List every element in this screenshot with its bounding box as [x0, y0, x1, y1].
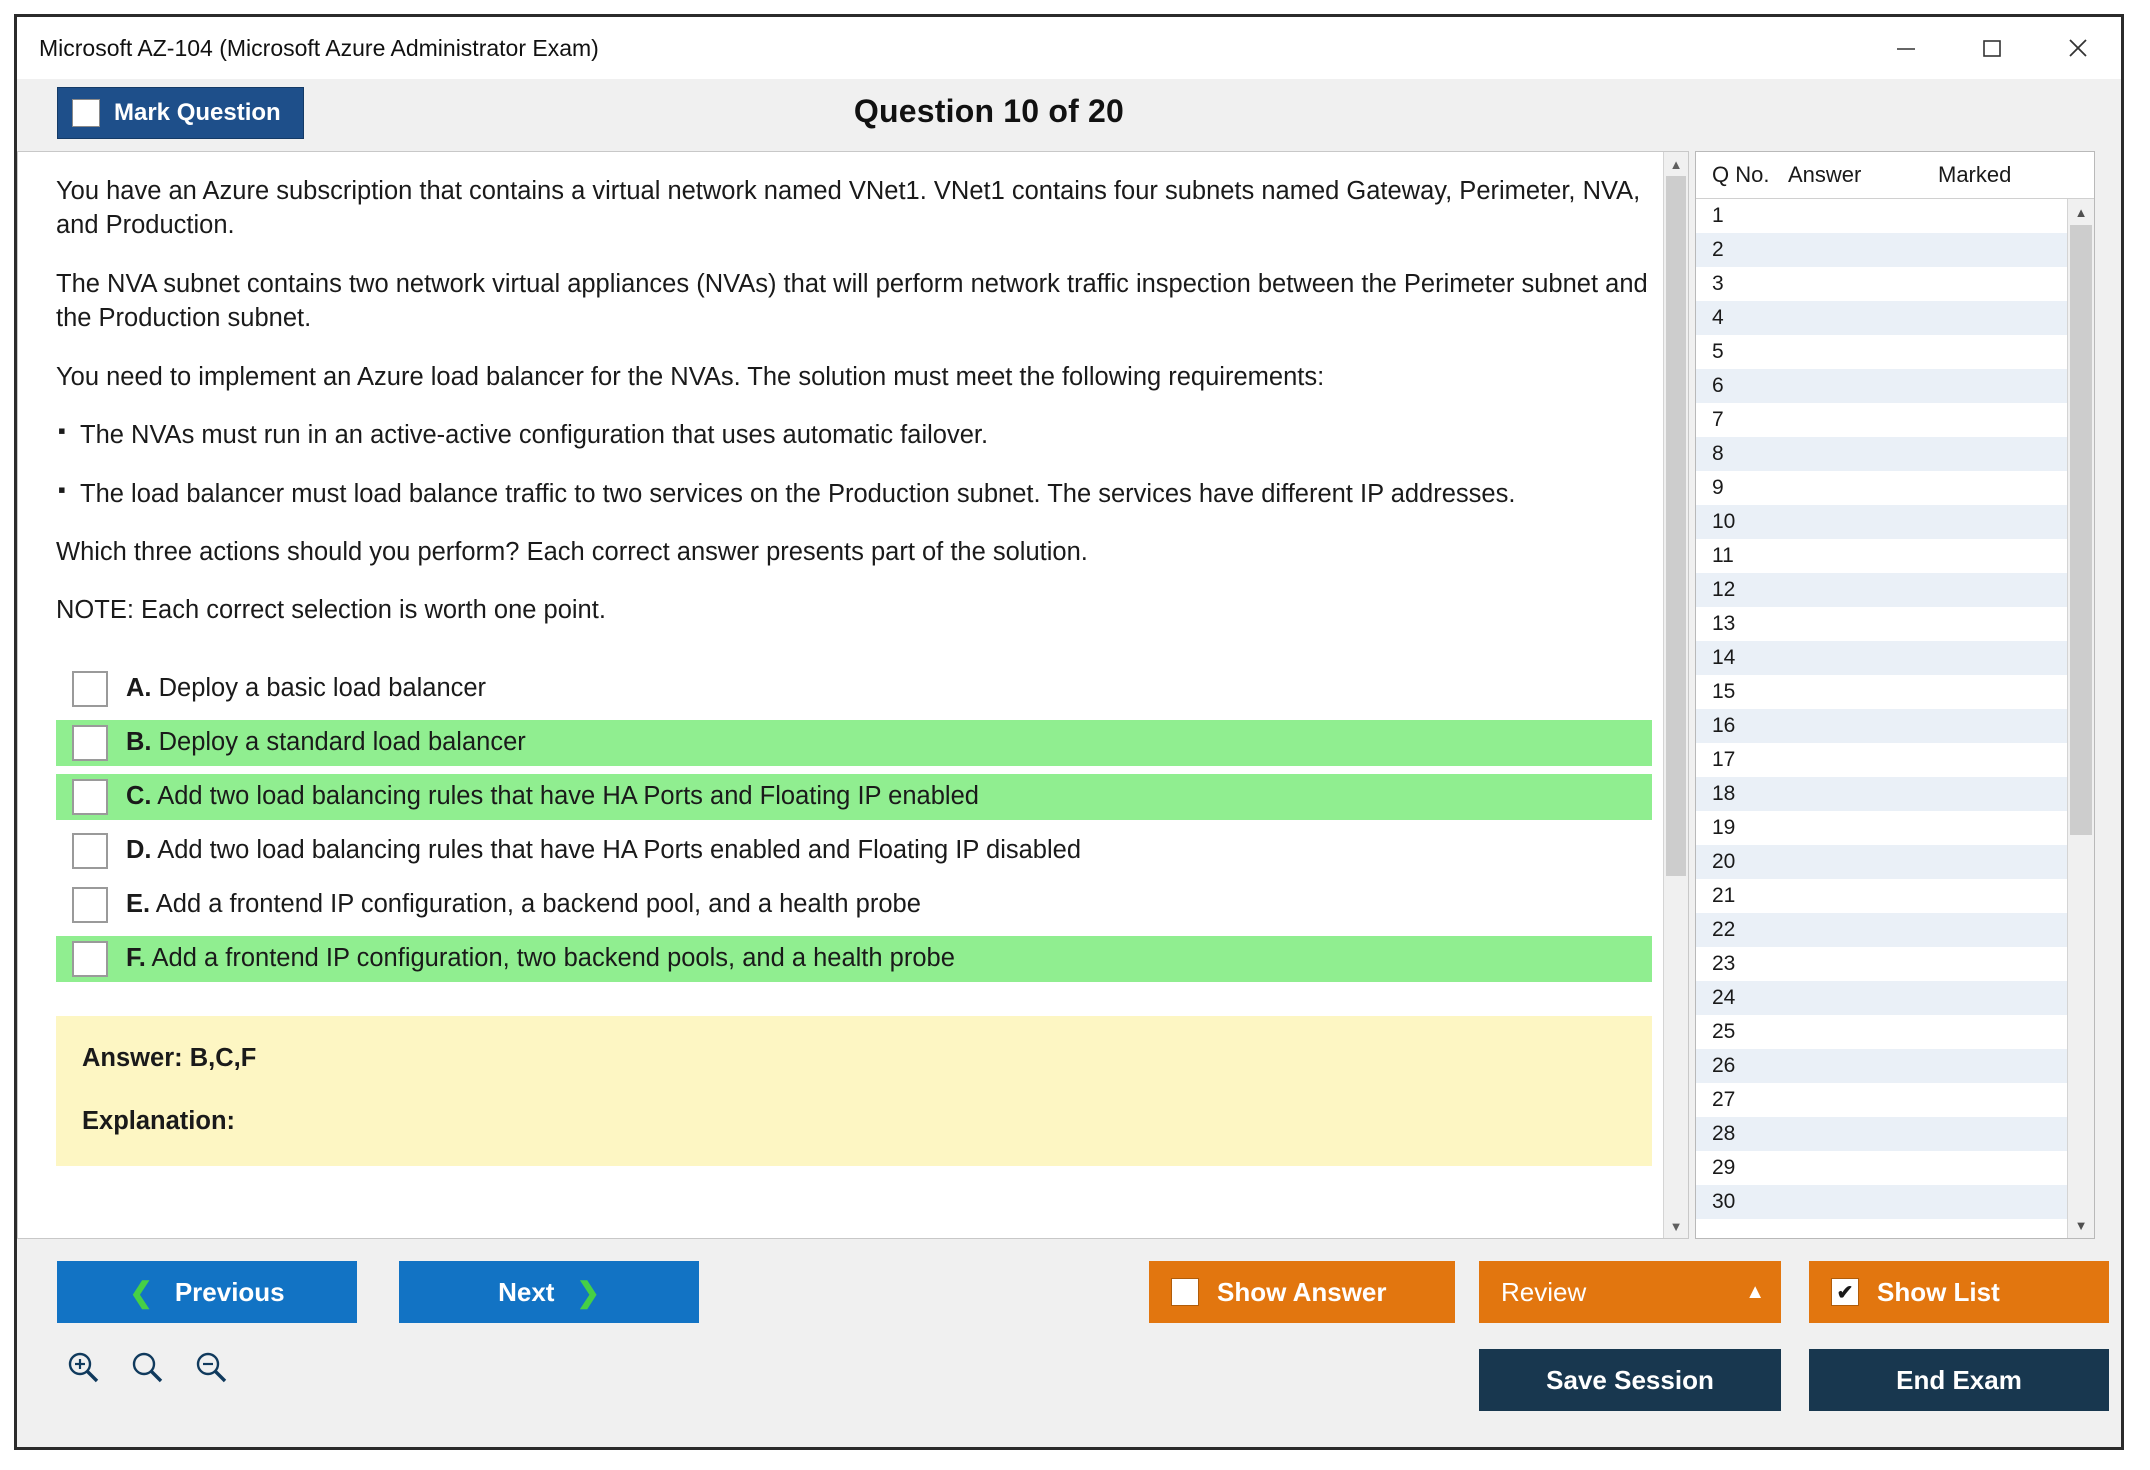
question-paragraph: The NVA subnet contains two network virtual appliances (NVAs) that will perform network traffic inspection between the Perimeter subnet and the Production subnet.: [56, 269, 1648, 333]
row-number: 14: [1712, 646, 1736, 669]
question-body: [18, 152, 1688, 1238]
chevron-right-icon: ❯: [576, 1276, 600, 1308]
table-row[interactable]: [1696, 811, 2067, 845]
question-list-rows: [1696, 199, 2067, 1238]
show-list-label: Show List: [1877, 1276, 2000, 1307]
bullet-icon: ▪: [58, 476, 66, 502]
table-row[interactable]: [1696, 879, 2067, 913]
list-scroll-track[interactable]: [2068, 225, 2094, 1212]
row-number: 25: [1712, 1020, 1736, 1043]
row-number: 30: [1712, 1190, 1736, 1213]
table-row[interactable]: [1696, 471, 2067, 505]
column-header-qno: Q No.: [1712, 162, 1770, 187]
row-number: 22: [1712, 918, 1736, 941]
explanation-heading: Explanation:: [82, 1106, 236, 1135]
table-row[interactable]: [1696, 607, 2067, 641]
requirement-bullet: [56, 477, 1652, 511]
table-row[interactable]: [1696, 437, 2067, 471]
table-row[interactable]: [1696, 675, 2067, 709]
option-label-f: F. Add a frontend IP configuration, two backend pools, and a health probe: [126, 944, 955, 973]
option-checkbox-f[interactable]: [72, 941, 108, 977]
row-number: 7: [1712, 408, 1724, 431]
show-answer-label: Show Answer: [1217, 1276, 1387, 1307]
requirement-text: The NVAs must run in an active-active configuration that uses automatic failover.: [80, 421, 989, 450]
row-number: 11: [1712, 544, 1734, 567]
table-row[interactable]: [1696, 1185, 2067, 1219]
row-number: 28: [1712, 1122, 1736, 1145]
next-label: Next: [498, 1276, 555, 1307]
table-row[interactable]: [1696, 1083, 2067, 1117]
table-row[interactable]: [1696, 335, 2067, 369]
close-icon[interactable]: [2035, 17, 2121, 79]
row-number: 15: [1712, 680, 1736, 703]
end-exam-label: End Exam: [1896, 1364, 2022, 1395]
table-row[interactable]: [1696, 1049, 2067, 1083]
row-number: 3: [1712, 272, 1724, 295]
show-list-checkbox[interactable]: ✔: [1831, 1278, 1859, 1306]
column-header-marked: Marked: [1938, 162, 2012, 187]
review-label: Review: [1501, 1276, 1587, 1307]
list-scroll-down-icon[interactable]: ▼: [2074, 1217, 2088, 1233]
row-number: 21: [1712, 884, 1736, 907]
chevron-up-icon: ▲: [1745, 1280, 1765, 1303]
window-title: Microsoft AZ-104 (Microsoft Azure Administrator Exam): [39, 34, 599, 61]
window-controls: [1863, 17, 2121, 79]
row-number: 19: [1712, 816, 1736, 839]
row-number: 4: [1712, 306, 1724, 329]
row-number: 29: [1712, 1156, 1736, 1179]
table-row[interactable]: [1696, 913, 2067, 947]
save-session-label: Save Session: [1546, 1364, 1714, 1395]
option-checkbox-b[interactable]: [72, 725, 108, 761]
row-number: 10: [1712, 510, 1736, 533]
table-row[interactable]: [1696, 403, 2067, 437]
show-list-button[interactable]: [1809, 1261, 2109, 1323]
table-row[interactable]: [1696, 369, 2067, 403]
table-row[interactable]: [1696, 301, 2067, 335]
option-label-c: C. Add two load balancing rules that have HA Ports and Floating IP enabled: [126, 782, 979, 811]
table-row[interactable]: [1696, 505, 2067, 539]
question-note: NOTE: Each correct selection is worth one point.: [56, 596, 606, 625]
table-row[interactable]: [1696, 777, 2067, 811]
option-label-d: D. Add two load balancing rules that have HA Ports enabled and Floating IP disabled: [126, 836, 1082, 865]
table-row[interactable]: [1696, 199, 2067, 233]
table-row[interactable]: [1696, 539, 2067, 573]
question-list-scrollbar[interactable]: [2067, 199, 2094, 1238]
option-row-c[interactable]: [56, 774, 1652, 820]
option-label-b: B. Deploy a standard load balancer: [126, 728, 526, 757]
scroll-thumb[interactable]: [1666, 176, 1686, 876]
table-row[interactable]: [1696, 947, 2067, 981]
scroll-down-icon[interactable]: ▼: [1664, 1214, 1688, 1238]
question-list-header: [1696, 152, 2094, 199]
row-number: 12: [1712, 578, 1736, 601]
answer-text: Answer: B,C,F: [82, 1043, 257, 1072]
answer-options: [56, 666, 1652, 982]
show-answer-checkbox[interactable]: [1171, 1278, 1199, 1306]
table-row[interactable]: [1696, 573, 2067, 607]
zoom-in-icon[interactable]: [63, 1347, 103, 1387]
question-paragraph: You need to implement an Azure load balancer for the NVAs. The solution must meet the following requirements:: [56, 362, 1325, 391]
question-list-body: [1696, 199, 2094, 1238]
option-checkbox-a[interactable]: [72, 671, 108, 707]
requirement-text: The load balancer must load balance traffic to two services on the Production subnet. The services have different IP addresses.: [80, 479, 1516, 508]
exam-window: [14, 14, 2124, 1450]
question-paragraph: You have an Azure subscription that contains a virtual network named VNet1. VNet1 contains four subnets named Gateway, Perimeter, NVA, and Production.: [56, 177, 1641, 240]
option-checkbox-e[interactable]: [72, 887, 108, 923]
option-label-e: E. Add a frontend IP configuration, a backend pool, and a health probe: [126, 890, 921, 919]
option-checkbox-d[interactable]: [72, 833, 108, 869]
show-answer-button[interactable]: [1149, 1261, 1455, 1323]
question-list-panel: [1695, 151, 2095, 1239]
header-bar: [17, 79, 2121, 151]
option-row-a[interactable]: [56, 666, 1652, 712]
zoom-controls: [63, 1347, 231, 1387]
question-counter: Question 10 of 20: [853, 93, 1125, 129]
column-header-answer: Answer: [1788, 162, 1862, 187]
row-number: 26: [1712, 1054, 1736, 1077]
previous-button[interactable]: [57, 1261, 357, 1323]
end-exam-button[interactable]: [1809, 1349, 2109, 1411]
table-row[interactable]: [1696, 709, 2067, 743]
review-dropdown[interactable]: [1479, 1261, 1781, 1323]
requirement-bullet: [56, 418, 1652, 452]
table-row[interactable]: [1696, 845, 2067, 879]
question-panel: [17, 151, 1689, 1239]
content-area: [17, 151, 2121, 1239]
row-number: 13: [1712, 612, 1736, 635]
option-label-a: A. Deploy a basic load balancer: [126, 674, 487, 703]
scroll-track[interactable]: [1664, 176, 1688, 1214]
row-number: 16: [1712, 714, 1736, 737]
option-row-b[interactable]: [56, 720, 1652, 766]
row-number: 18: [1712, 782, 1736, 805]
question-scrollbar[interactable]: [1663, 152, 1688, 1238]
row-number: 17: [1712, 748, 1736, 771]
option-row-f[interactable]: [56, 936, 1652, 982]
answer-explanation-box: [56, 1016, 1652, 1166]
list-scroll-up-icon[interactable]: ▲: [2074, 204, 2088, 220]
bullet-icon: ▪: [58, 418, 66, 444]
mark-question-label: Mark Question: [114, 99, 281, 126]
next-button[interactable]: [399, 1261, 699, 1323]
scroll-up-icon[interactable]: ▲: [1664, 152, 1688, 176]
row-number: 9: [1712, 476, 1724, 499]
row-number: 6: [1712, 374, 1724, 397]
table-row[interactable]: [1696, 267, 2067, 301]
table-row[interactable]: [1696, 1117, 2067, 1151]
row-number: 8: [1712, 442, 1724, 465]
title-bar: [17, 17, 2121, 79]
minimize-icon[interactable]: [1863, 17, 1949, 79]
option-row-d[interactable]: [56, 828, 1652, 874]
row-number: 27: [1712, 1088, 1736, 1111]
zoom-reset-icon[interactable]: [127, 1347, 167, 1387]
question-prompt: Which three actions should you perform? Each correct answer presents part of the solution.: [56, 537, 1088, 566]
row-number: 5: [1712, 340, 1724, 363]
table-row[interactable]: [1696, 233, 2067, 267]
table-row[interactable]: [1696, 981, 2067, 1015]
table-row[interactable]: [1696, 1015, 2067, 1049]
option-row-e[interactable]: [56, 882, 1652, 928]
zoom-out-icon[interactable]: [191, 1347, 231, 1387]
chevron-left-icon: ❮: [129, 1276, 153, 1308]
table-row[interactable]: [1696, 1151, 2067, 1185]
row-number: 2: [1712, 238, 1724, 261]
row-number: 24: [1712, 986, 1736, 1009]
row-number: 20: [1712, 850, 1736, 873]
footer-bar: [17, 1239, 2121, 1447]
option-checkbox-c[interactable]: [72, 779, 108, 815]
row-number: 23: [1712, 952, 1736, 975]
list-scroll-thumb[interactable]: [2070, 225, 2092, 835]
maximize-icon[interactable]: [1949, 17, 2035, 79]
previous-label: Previous: [174, 1276, 285, 1307]
table-row[interactable]: [1696, 743, 2067, 777]
table-row[interactable]: [1696, 641, 2067, 675]
save-session-button[interactable]: [1479, 1349, 1781, 1411]
row-number: 1: [1712, 204, 1724, 227]
